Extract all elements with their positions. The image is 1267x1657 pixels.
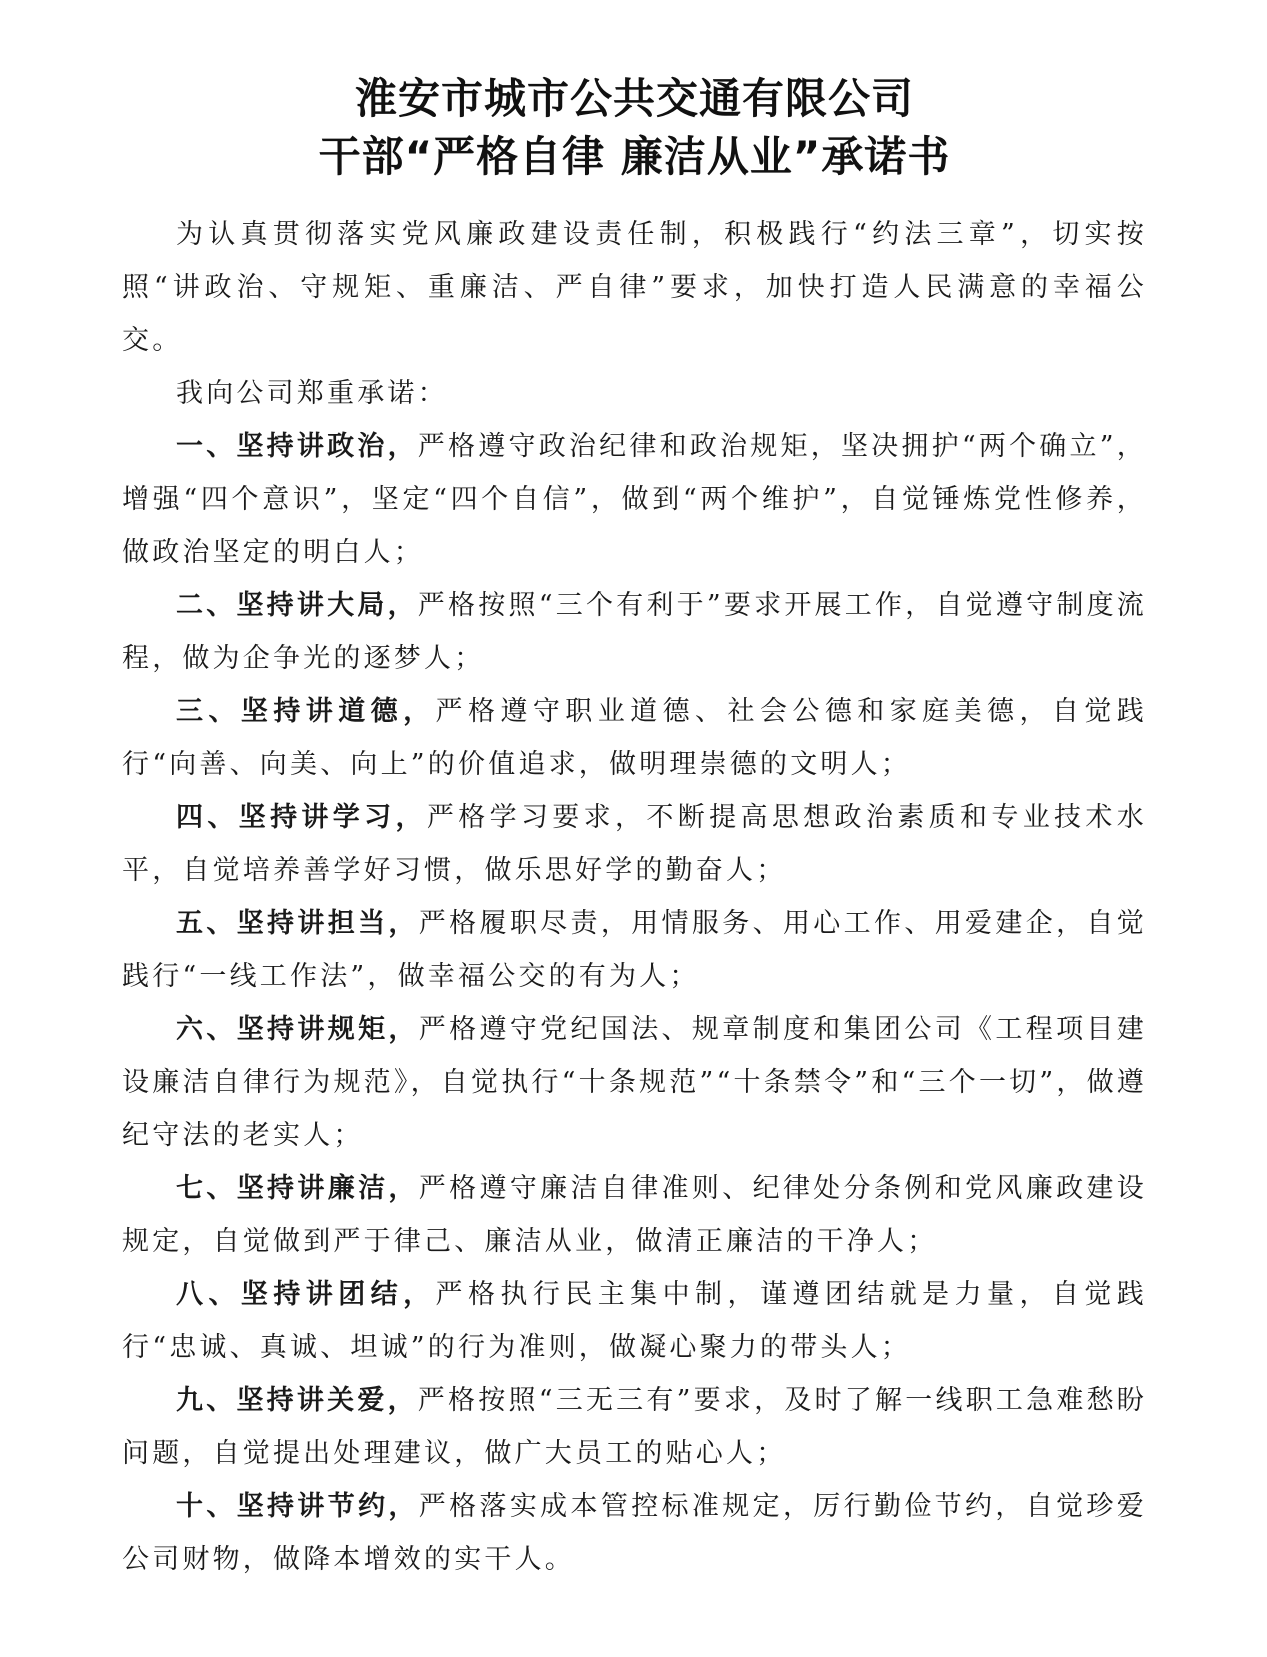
pledge-item-lead: 八、坚持讲团结， [176, 1279, 436, 1310]
intro-paragraph: 为认真贯彻落实党风廉政建设责任制，积极践行“约法三章”，切实按照“讲政治、守规矩、重廉洁、严自律”要求，加快打造人民满意的幸福公交。 [122, 219, 1147, 356]
pledge-item-10 [122, 1480, 1147, 1586]
pledge-item-lead: 三、坚持讲道德， [176, 696, 436, 727]
title-line-2: 干部“严格自律 廉洁从业”承诺书 [318, 132, 951, 181]
pledge-header: 我向公司郑重承诺： [176, 378, 448, 409]
pledge-item-text: 严格学习要求，不断提高思想政治素质和专业技术水平，自觉培养善学好习惯，做乐思好学的勤奋人； [122, 802, 1147, 886]
pledge-item-1 [122, 420, 1147, 579]
pledge-item-text: 严格按照“三个有利于”要求开展工作，自觉遵守制度流程，做为企争光的逐梦人； [122, 590, 1147, 674]
pledge-item-lead: 一、坚持讲政治， [176, 431, 418, 462]
pledge-item-9 [122, 1374, 1147, 1480]
pledge-item-7 [122, 1162, 1147, 1268]
pledge-item-lead: 四、坚持讲学习， [176, 802, 427, 833]
pledge-item-5 [122, 897, 1147, 1003]
pledge-item-lead: 七、坚持讲廉洁， [176, 1173, 419, 1204]
title-line-1: 淮安市城市公共交通有限公司 [354, 74, 914, 123]
pledge-item-3 [122, 685, 1147, 791]
pledge-item-lead: 二、坚持讲大局， [176, 590, 418, 621]
pledge-item-lead: 九、坚持讲关爱， [176, 1385, 418, 1416]
pledge-item-text: 严格落实成本管控标准规定，厉行勤俭节约，自觉珍爱公司财物，做降本增效的实干人。 [122, 1491, 1147, 1575]
pledge-item-text: 严格按照“三无三有”要求，及时了解一线职工急难愁盼问题，自觉提出处理建议，做广大员工的贴心人； [122, 1385, 1147, 1469]
pledge-item-lead: 十、坚持讲节约， [176, 1491, 419, 1522]
document-body [122, 208, 1147, 1586]
pledge-item-lead: 六、坚持讲规矩， [176, 1014, 419, 1045]
pledge-item-lead: 五、坚持讲担当， [176, 908, 419, 939]
pledge-item-4 [122, 791, 1147, 897]
document-title [122, 70, 1147, 186]
pledge-item-6 [122, 1003, 1147, 1162]
pledge-item-text: 严格遵守职业道德、社会公德和家庭美德，自觉践行“向善、向美、向上”的价值追求，做明理崇德的文明人； [122, 696, 1147, 780]
pledge-item-text: 严格执行民主集中制，谨遵团结就是力量，自觉践行“忠诚、真诚、坦诚”的行为准则，做凝心聚力的带头人； [122, 1279, 1147, 1363]
pledge-item-text: 严格履职尽责，用情服务、用心工作、用爱建企，自觉践行“一线工作法”，做幸福公交的有为人； [122, 908, 1147, 992]
pledge-item-text: 严格遵守政治纪律和政治规矩，坚决拥护“两个确立”，增强“四个意识”，坚定“四个自信”，做到“两个维护”，自觉锤炼党性修养，做政治坚定的明白人； [122, 431, 1147, 568]
pledge-item-8 [122, 1268, 1147, 1374]
pledge-item-2 [122, 579, 1147, 685]
pledge-item-text: 严格遵守廉洁自律准则、纪律处分条例和党风廉政建设规定，自觉做到严于律己、廉洁从业，做清正廉洁的干净人； [122, 1173, 1147, 1257]
pledge-item-text: 严格遵守党纪国法、规章制度和集团公司《工程项目建设廉洁自律行为规范》，自觉执行“十条规范”“十条禁令”和“三个一切”，做遵纪守法的老实人； [122, 1014, 1147, 1151]
